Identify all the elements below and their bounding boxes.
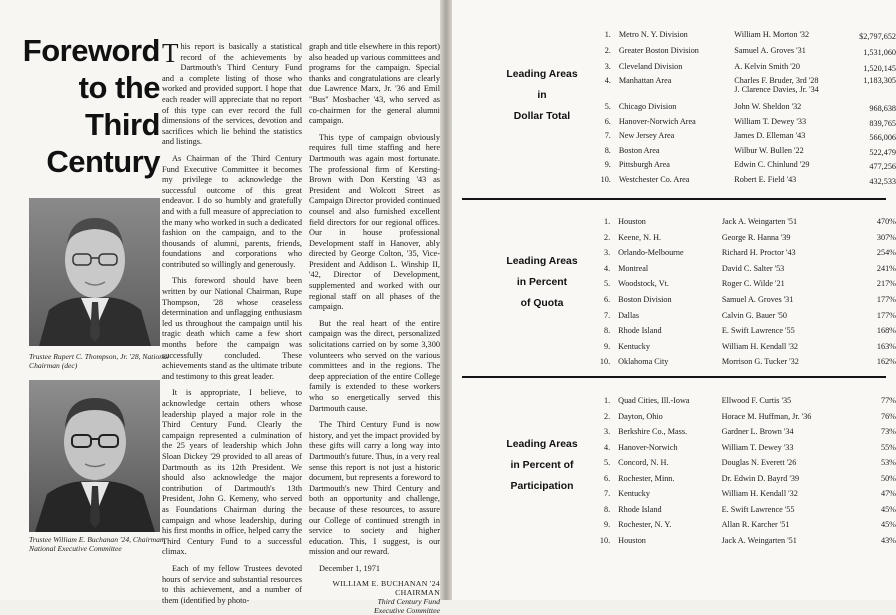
label-line: Leading Areas bbox=[506, 439, 578, 450]
chairman-name-line: J. Clarence Davies, Jr. '34 bbox=[734, 85, 819, 94]
chairman-name: Roger C. Wilde '21 bbox=[721, 279, 785, 289]
table-row bbox=[596, 117, 896, 131]
chairman-name: E. Swift Lawrence '55 bbox=[721, 504, 795, 514]
area-name: Houston bbox=[618, 217, 646, 226]
value: 839,765 bbox=[869, 118, 896, 128]
value: 55% bbox=[880, 442, 896, 452]
value: 1,520,145 bbox=[863, 63, 896, 73]
value: 432,533 bbox=[869, 176, 896, 186]
section-label-percent-quota bbox=[488, 251, 596, 314]
value: 47% bbox=[880, 489, 896, 498]
table-row bbox=[596, 146, 896, 160]
chairman-name: Jack A. Weingarten '51 bbox=[721, 217, 798, 226]
chairman-name: William H. Kendall '32 bbox=[721, 341, 799, 351]
value: 477,256 bbox=[869, 161, 896, 171]
rank-num: 4. bbox=[604, 75, 611, 85]
label-line: in bbox=[537, 90, 547, 101]
value: 177% bbox=[876, 294, 896, 304]
table-row bbox=[596, 396, 896, 412]
rank-num: 3. bbox=[604, 427, 611, 436]
chairman-name: Dr. Edwin D. Bayrd '39 bbox=[721, 473, 800, 483]
rank-num: 8. bbox=[604, 326, 611, 336]
area-name: Kentucky bbox=[618, 489, 650, 498]
rank-num: 2. bbox=[604, 232, 611, 242]
chairman-name: David C. Salter '53 bbox=[721, 263, 785, 273]
foreword-paragraph: Each of my fellow Trustees devoted hours of service and substantial resources to this achievement, and a number of them (identified by photo- bbox=[162, 563, 302, 605]
foreword-title bbox=[10, 32, 160, 180]
value: 73% bbox=[880, 427, 896, 436]
area-name: Concord, N. H. bbox=[618, 458, 669, 467]
chairman-name bbox=[734, 76, 859, 102]
area-name: Cleveland Division bbox=[618, 61, 683, 71]
chairman-name: John W. Sheldon '32 bbox=[734, 101, 802, 111]
value: 76% bbox=[880, 411, 896, 421]
area-name: Berkshire Co., Mass. bbox=[618, 427, 688, 436]
rank-num: 6. bbox=[604, 116, 611, 126]
portrait-buchanan-image bbox=[29, 380, 160, 532]
rank-num: 10. bbox=[600, 174, 611, 184]
signature-block bbox=[309, 579, 440, 615]
caption-thompson: Trustee Rupert C. Thompson, Jr. '28, National Chairman (dec) bbox=[29, 352, 170, 370]
rank-num: 6. bbox=[604, 294, 611, 304]
label-line: Leading Areas bbox=[506, 256, 578, 267]
section-dollar-total bbox=[452, 0, 896, 200]
value: $2,797,652 bbox=[859, 32, 896, 41]
table-percent-quota bbox=[596, 217, 896, 373]
rank-num: 7. bbox=[604, 489, 611, 498]
section-label-dollar-total bbox=[488, 64, 596, 127]
table-row bbox=[596, 311, 896, 327]
area-name: Greater Boston Division bbox=[618, 45, 699, 55]
value: 254% bbox=[876, 248, 896, 258]
caption-buchanan: Trustee William E. Buchanan '24, Chairman, National Executive Committee bbox=[29, 535, 166, 553]
area-name: Boston Division bbox=[618, 294, 672, 304]
value: 168% bbox=[876, 326, 896, 336]
area-name: Pittsburgh Area bbox=[618, 159, 670, 169]
value: 45% bbox=[880, 520, 896, 529]
chairman-name: James D. Elleman '43 bbox=[734, 130, 806, 140]
area-name: Rochester, Minn. bbox=[618, 473, 675, 483]
table-row bbox=[596, 295, 896, 311]
rank-num: 6. bbox=[604, 473, 611, 483]
table-participation bbox=[596, 396, 896, 551]
foreword-paragraph: graph and title elsewhere in this report) also headed up various committees and programs for the campaign. Special thanks and congratulations are clearly due Lawrence Marx, Jr. '36 and Emil "Bus" Mosbacher '43, who served as co-chairmen for the general alumni campaign. bbox=[309, 42, 440, 126]
table-row bbox=[596, 326, 896, 342]
value: 77% bbox=[880, 396, 896, 405]
signature-name: WILLIAM E. BUCHANAN '24 bbox=[332, 578, 440, 588]
value: 217% bbox=[876, 279, 896, 289]
portrait-photo-thompson bbox=[29, 198, 160, 346]
value: 177% bbox=[876, 310, 896, 320]
foreword-paragraph: This type of campaign obviously requires full time staffing and here Dartmouth was again most fortunate. The professional firm of Kersting-Brown with Don Kersting '43 as President and Wolcott Street as Campaign Director provided continued counsel and also furnished excellent field directors for our regional offices. Our in house professional Development staff in Hanover, ably directed by George Colton, '35, Vice-President and Addison L. Winship II, '42, Director of Development, supplemented and worked with our regional staff on all phases of the campaign. bbox=[309, 132, 440, 312]
title-line: to the bbox=[78, 70, 160, 105]
right-page-rankings bbox=[452, 0, 896, 600]
table-row bbox=[596, 30, 896, 46]
rank-num: 5. bbox=[604, 279, 611, 289]
table-row bbox=[596, 46, 896, 62]
rank-num: 7. bbox=[604, 310, 611, 320]
area-name: Kentucky bbox=[618, 341, 650, 351]
table-row bbox=[596, 505, 896, 521]
section-participation bbox=[452, 378, 896, 600]
table-row bbox=[596, 248, 896, 264]
table-row bbox=[596, 520, 896, 536]
value: 163% bbox=[876, 341, 896, 351]
table-dollar-total bbox=[596, 30, 896, 189]
section-percent-quota bbox=[452, 200, 896, 376]
chairman-name: Edwin C. Chinlund '29 bbox=[734, 159, 810, 169]
foreword-paragraph: The Third Century Fund is now history, and yet the impact provided by these gifts will carry a long way into Dartmouth's future. Thus, in a very real sense this report is not just a historic document, but represents a foreword to Dartmouth's new Third Century and both an opportunity and challenge, because of these resources, to assure our College of continued strength in service to society and higher education. This, I suggest, is our mission and our reward. bbox=[309, 420, 440, 557]
label-line: Participation bbox=[510, 481, 574, 492]
label-line: Leading Areas bbox=[506, 69, 578, 80]
title-line: Foreword bbox=[22, 33, 160, 68]
area-name: Manhattan Area bbox=[618, 75, 672, 85]
chairman-name: A. Kelvin Smith '20 bbox=[734, 61, 800, 71]
rank-num: 4. bbox=[604, 442, 611, 452]
paragraph-text: his report is basically a statistical record of the achievements by Dartmouth's Third Century Fund and a complete listing of those who worked and provided support. I hope that each reader will appreciate that no report of this type can ever record the full dimensions of the services, devotion and sacrifices which lie behind the statistics and listings. bbox=[162, 42, 302, 147]
table-row bbox=[596, 102, 896, 117]
rank-num: 3. bbox=[604, 248, 611, 258]
rank-num: 10. bbox=[599, 535, 611, 545]
area-name: Keene, N. H. bbox=[618, 232, 662, 242]
table-row bbox=[596, 279, 896, 295]
value: 162% bbox=[876, 357, 896, 367]
portrait-thompson-image bbox=[29, 198, 160, 346]
signature-org: Third Century Fund bbox=[377, 596, 440, 606]
foreword-paragraph: But the real heart of the entire campaign was the direct, personalized solicitations carried on by some 3,300 volunteers who served on the various committees and in the regions. The deep appreciation of the entire College family is extended to these workers who so energetically served this Dartmouth cause. bbox=[309, 318, 440, 413]
value: 307% bbox=[876, 232, 896, 242]
dropcap: T bbox=[162, 38, 179, 68]
rank-num: 1. bbox=[604, 30, 611, 39]
table-row bbox=[596, 489, 896, 505]
area-name: Hanover-Norwich bbox=[618, 442, 678, 452]
area-name: Houston bbox=[618, 535, 646, 545]
chairman-name: Wilbur W. Bullen '22 bbox=[734, 145, 804, 155]
value: 53% bbox=[880, 458, 896, 467]
value: 470% bbox=[876, 217, 896, 226]
value: 566,006 bbox=[869, 132, 896, 142]
rank-num: 9. bbox=[604, 520, 611, 529]
foreword-paragraph: It is appropriate, I believe, to acknowledge certain others whose leadership played a major role in the Third Century Fund. Clearly the campaign represented a culmination of the 25 years of leadership which John Sloan Dickey '29 provided to all areas of Dartmouth as its 12th President. We should also acknowledge the major contribution of Dartmouth's 13th President, John G. Kemeny, who served as Foundations Chairman during the campaign and whose leadership, during his first months in office, helped carry the Third Century Fund to a successful climax. bbox=[162, 388, 302, 557]
chairman-name: Horace M. Huffman, Jr. '36 bbox=[721, 411, 812, 421]
rank-num: 8. bbox=[604, 504, 611, 514]
rank-num: 2. bbox=[604, 45, 611, 55]
chairman-name-line: Charles F. Bruder, 3rd '28 bbox=[734, 75, 819, 85]
label-line: of Quota bbox=[520, 298, 564, 309]
value: 45% bbox=[880, 504, 896, 514]
value: 522,479 bbox=[869, 147, 896, 157]
table-row bbox=[596, 160, 896, 175]
area-name: Metro N. Y. Division bbox=[618, 30, 688, 39]
rank-num: 1. bbox=[604, 217, 611, 226]
table-row bbox=[596, 217, 896, 233]
chairman-name: Morrison G. Tucker '32 bbox=[721, 357, 799, 367]
foreword-paragraph: This foreword should have been written by our National Chairman, Rupe Thompson, '28 whose ceaseless determination and unflagging enthusiasm led us throughout the campaign until his tragic death which came a few short months before the campaign was successfully concluded. These achievements stand as the ultimate tribute and testimony to this great leader. bbox=[162, 276, 302, 381]
value: 43% bbox=[880, 535, 896, 545]
rank-num: 3. bbox=[604, 61, 611, 71]
area-name: Montreal bbox=[618, 263, 649, 273]
chairman-name: Gardner L. Brown '34 bbox=[721, 427, 794, 436]
foreword-paragraph bbox=[162, 38, 302, 148]
label-line: in Percent of bbox=[510, 460, 574, 471]
chairman-name: Allan R. Karcher '51 bbox=[721, 520, 790, 529]
area-name: Dallas bbox=[618, 310, 640, 320]
chairman-name: Douglas N. Everett '26 bbox=[721, 458, 797, 467]
area-name: Orlando-Melbourne bbox=[618, 248, 684, 258]
rank-num: 7. bbox=[604, 130, 611, 140]
chairman-name: Jack A. Weingarten '51 bbox=[721, 535, 797, 545]
table-row bbox=[596, 62, 896, 76]
area-name: Rhode Island bbox=[618, 326, 662, 336]
rank-num: 8. bbox=[604, 145, 611, 155]
table-row bbox=[596, 76, 896, 102]
area-name: Boston Area bbox=[618, 145, 660, 155]
area-name: Hanover-Norwich Area bbox=[618, 116, 696, 126]
area-name: Woodstock, Vt. bbox=[618, 279, 669, 289]
rank-num: 2. bbox=[604, 411, 611, 421]
value: 50% bbox=[880, 473, 896, 483]
value: 1,183,305 bbox=[863, 75, 896, 85]
chairman-name: William H. Morton '32 bbox=[734, 30, 810, 39]
table-row bbox=[596, 264, 896, 280]
area-name: Rochester, N. Y. bbox=[618, 520, 672, 529]
chairman-name: Samuel A. Groves '31 bbox=[721, 294, 794, 304]
title-line: Third bbox=[85, 107, 160, 142]
foreword-date: December 1, 1971 bbox=[319, 563, 381, 573]
area-name: Rhode Island bbox=[618, 504, 662, 514]
area-name: Dayton, Ohio bbox=[618, 411, 663, 421]
rank-num: 1. bbox=[604, 396, 611, 405]
value: 1,531,060 bbox=[863, 47, 896, 57]
signature-role: CHAIRMAN bbox=[395, 587, 440, 597]
chairman-name: Robert E. Field '43 bbox=[734, 174, 797, 184]
table-row bbox=[596, 233, 896, 249]
rank-num: 10. bbox=[599, 357, 611, 367]
chairman-name: George R. Hanna '39 bbox=[721, 232, 791, 242]
section-label-participation bbox=[488, 434, 596, 497]
rank-num: 5. bbox=[604, 458, 611, 467]
foreword-paragraph: As Chairman of the Third Century Fund Executive Committee it becomes my privilege to acknowledge the successful outcome of this great endeavor. I do so humbly and gratefully and with a full measure of appreciation to the many who worked in such a dedicated fashion on the campaign, and to the thousands of alumni, parents, friends, foundations and corporations who contributed so willingly and generously. bbox=[162, 153, 302, 269]
table-row bbox=[596, 342, 896, 358]
area-name: New Jersey Area bbox=[618, 130, 675, 140]
rank-num: 9. bbox=[604, 341, 611, 351]
area-name: Oklahoma City bbox=[618, 357, 669, 367]
page-gutter bbox=[440, 0, 452, 600]
chairman-name: E. Swift Lawrence '55 bbox=[721, 326, 795, 336]
table-row bbox=[596, 443, 896, 459]
chairman-name: Calvin G. Bauer '50 bbox=[721, 310, 787, 320]
table-row bbox=[596, 175, 896, 189]
chairman-name: William T. Dewey '33 bbox=[734, 116, 807, 126]
table-row bbox=[596, 357, 896, 373]
value: 968,638 bbox=[869, 103, 896, 113]
title-line: Century bbox=[46, 144, 160, 179]
label-line: Dollar Total bbox=[513, 111, 571, 122]
chairman-name: Ellwood F. Curtis '35 bbox=[721, 396, 792, 405]
chairman-name: William H. Kendall '32 bbox=[721, 489, 798, 498]
table-row bbox=[596, 536, 896, 552]
table-row bbox=[596, 427, 896, 443]
chairman-name: William T. Dewey '33 bbox=[721, 442, 794, 452]
rank-num: 9. bbox=[604, 159, 611, 169]
signature-committee: Executive Committee bbox=[373, 605, 440, 615]
table-row bbox=[596, 458, 896, 474]
area-name: Westchester Co. Area bbox=[618, 174, 690, 184]
rank-num: 5. bbox=[604, 101, 611, 111]
value: 241% bbox=[876, 263, 896, 273]
portrait-photo-buchanan bbox=[29, 380, 160, 532]
rank-num: 4. bbox=[604, 263, 611, 273]
chairman-name: Richard H. Proctor '43 bbox=[721, 248, 796, 258]
foreword-column-1 bbox=[162, 38, 302, 612]
foreword-column-2 bbox=[309, 42, 440, 615]
left-page-foreword bbox=[0, 0, 440, 615]
area-name: Quad Cities, Ill.-Iowa bbox=[618, 396, 690, 405]
area-name: Chicago Division bbox=[618, 101, 677, 111]
chairman-name: Samuel A. Groves '31 bbox=[734, 45, 806, 55]
table-row bbox=[596, 412, 896, 428]
label-line: in Percent bbox=[516, 277, 568, 288]
table-row bbox=[596, 474, 896, 490]
table-row bbox=[596, 131, 896, 146]
